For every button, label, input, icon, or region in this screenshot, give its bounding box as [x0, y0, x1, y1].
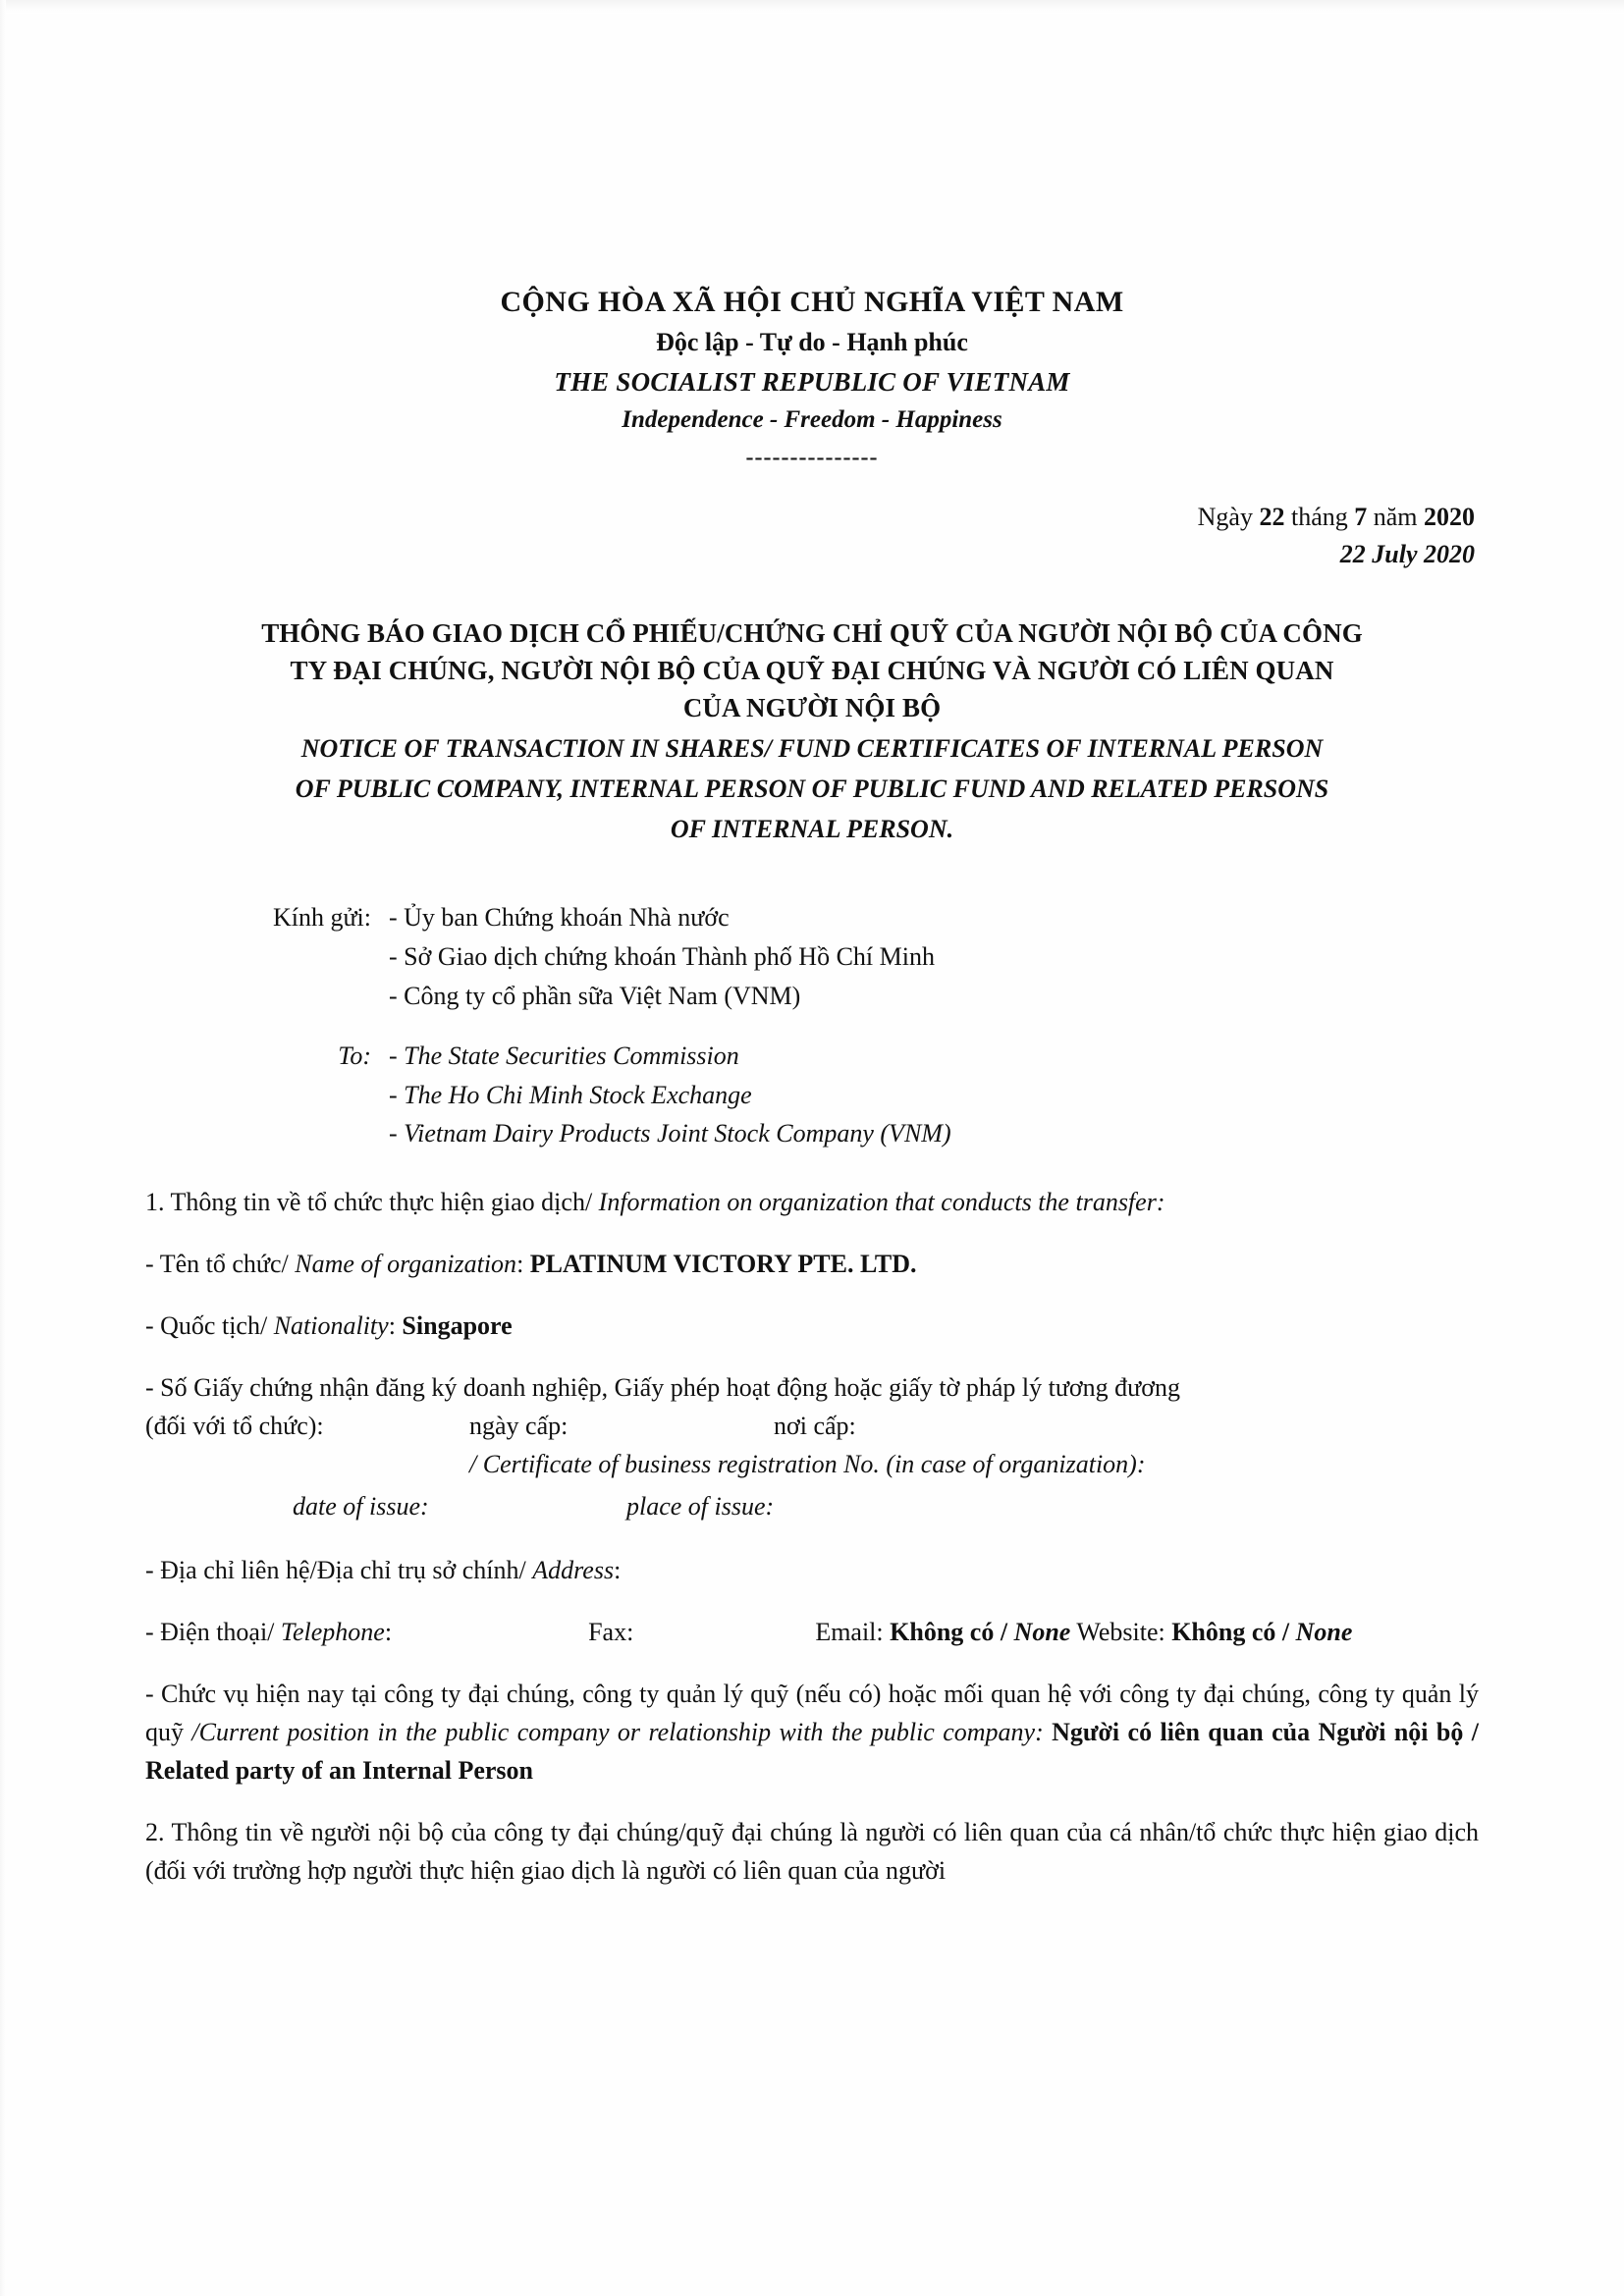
recipient-item-en-3: - Vietnam Dairy Products Joint Stock Company (VNM)	[389, 1119, 951, 1148]
position-line	[145, 1675, 1479, 1789]
recipients-vn-group	[145, 898, 1479, 1015]
national-heading	[145, 283, 1479, 469]
registration-fields-row-vn	[145, 1407, 1479, 1445]
date-mid-thang: tháng	[1284, 503, 1355, 532]
fax-label: Fax:	[588, 1617, 634, 1646]
recipient-row	[145, 1076, 1479, 1115]
document-content	[145, 0, 1479, 1913]
address-line	[145, 1551, 1479, 1589]
registration-fields-row-en	[293, 1487, 1479, 1525]
nationality-label-vn: - Quốc tịch/	[145, 1310, 274, 1340]
date-month: 7	[1354, 503, 1368, 532]
national-motto-en: Independence - Freedom - Happiness	[622, 405, 1002, 433]
contact-line	[145, 1613, 1479, 1651]
nationality-value: Singapore	[402, 1310, 513, 1340]
registration-block	[145, 1368, 1479, 1525]
website-value-separator: /	[1275, 1617, 1296, 1646]
document-title-en-line-2: OF PUBLIC COMPANY, INTERNAL PERSON OF PUBLIC FUND AND RELATED PERSONS	[295, 774, 1329, 803]
email-value-separator: /	[994, 1617, 1014, 1646]
recipient-row	[145, 1114, 1479, 1153]
email-value-vn: Không có	[890, 1617, 995, 1646]
country-name-vn: CỘNG HÒA XÃ HỘI CHỦ NGHĨA VIỆT NAM	[500, 286, 1124, 318]
registration-line-vn: - Số Giấy chứng nhận đăng ký doanh nghiệp, Giấy phép hoạt động hoặc giấy tờ pháp lý tương đương	[145, 1372, 1181, 1402]
recipients-label-en: To:	[338, 1041, 371, 1071]
date-block	[145, 499, 1479, 572]
section-2-heading: 2. Thông tin về người nội bộ của công ty đại chúng/quỹ đại chúng là người có liên quan của cá nhân/tổ chức thực hiện giao dịch (đối với trường hợp người thực hiện giao dịch là người có liên quan của người	[145, 1817, 1479, 1885]
nationality-separator: :	[388, 1310, 403, 1340]
recipient-item-en-2: - The Ho Chi Minh Stock Exchange	[389, 1080, 752, 1109]
telephone-label-en: Telephone	[280, 1617, 385, 1646]
website-value-vn: Không có	[1171, 1617, 1276, 1646]
recipient-row	[145, 977, 1479, 1016]
recipients-block	[145, 898, 1479, 1152]
recipient-item-en-1: - The State Securities Commission	[389, 1041, 739, 1071]
document-title-vn-line-1: THÔNG BÁO GIAO DỊCH CỔ PHIẾU/CHỨNG CHỈ QUỸ CỦA NGƯỜI NỘI BỘ CỦA CÔNG	[261, 617, 1363, 648]
recipient-item-vn-3: - Công ty cổ phần sữa Việt Nam (VNM)	[389, 981, 801, 1010]
position-separator: :	[1035, 1717, 1053, 1746]
recipient-row	[145, 1037, 1479, 1076]
block-spacer	[145, 1525, 1479, 1551]
recipient-item-vn-2: - Sở Giao dịch chứng khoán Thành phố Hồ Chí Minh	[389, 941, 935, 971]
date-line-vn	[145, 499, 1475, 536]
document-title	[145, 614, 1479, 848]
email-label: Email:	[815, 1617, 891, 1646]
recipients-label-vn: Kính gửi:	[272, 903, 371, 933]
section-1-heading-en: Information on organization that conducts the transfer:	[598, 1187, 1165, 1216]
website-label: Website:	[1070, 1617, 1172, 1646]
registration-org-case-label: (đối với tổ chức):	[145, 1411, 324, 1440]
address-separator: :	[614, 1555, 622, 1584]
registration-date-label-vn: ngày cấp:	[469, 1411, 568, 1440]
registration-line-en: / Certificate of business registration No. (in case of organization):	[469, 1449, 1146, 1478]
recipient-row	[145, 937, 1479, 977]
recipient-row	[145, 898, 1479, 937]
document-title-vn-line-3: CỦA NGƯỜI NỘI BỘ	[682, 693, 942, 723]
nationality-label-en: Nationality	[273, 1310, 389, 1340]
date-mid-nam: năm	[1367, 503, 1424, 532]
scan-edge-artifact-left	[0, 0, 6, 2296]
email-value-en: None	[1013, 1617, 1071, 1646]
document-title-en-line-3: OF INTERNAL PERSON.	[670, 814, 954, 843]
recipient-item-vn-1: - Ủy ban Chứng khoán Nhà nước	[389, 903, 730, 933]
date-prefix-vn: Ngày	[1197, 503, 1260, 532]
address-label-en: Address	[532, 1555, 615, 1584]
org-name-line	[145, 1245, 1479, 1283]
section-1-heading-vn: 1. Thông tin về tổ chức thực hiện giao dịch/	[145, 1187, 599, 1216]
telephone-separator: :	[384, 1617, 393, 1646]
national-motto-vn: Độc lập - Tự do - Hạnh phúc	[656, 328, 968, 356]
website-value-en: None	[1295, 1617, 1353, 1646]
date-line-en: 22 July 2020	[1339, 540, 1475, 569]
recipients-en-group	[145, 1037, 1479, 1153]
org-name-separator: :	[516, 1249, 530, 1278]
date-day: 22	[1259, 503, 1285, 532]
position-label-vn: - Chức vụ hiện nay tại công ty đại chúng, công ty quản lý quỹ (nếu có) hoặc mối quan hệ với công ty đại chúng, công ty quản lý quỹ	[145, 1679, 1479, 1746]
position-label-en: /Current position in the public company or relationship with the public company	[191, 1717, 1036, 1746]
heading-separator-rule: ---------------	[745, 445, 879, 471]
position-value: Người có liên quan của Người nội bộ / Related party of an Internal Person	[145, 1717, 1479, 1785]
registration-place-label-en: place of issue:	[626, 1491, 775, 1521]
org-name-label-en: Name of organization	[295, 1249, 517, 1278]
registration-place-label-vn: nơi cấp:	[774, 1411, 856, 1440]
address-label-vn: - Địa chỉ liên hệ/Địa chỉ trụ sở chính/	[145, 1555, 533, 1584]
org-name-value: PLATINUM VICTORY PTE. LTD.	[529, 1249, 917, 1278]
registration-date-label-en: date of issue:	[293, 1491, 429, 1521]
telephone-label-vn: - Điện thoại/	[145, 1617, 281, 1646]
org-name-label-vn: - Tên tổ chức/	[145, 1249, 296, 1278]
document-title-en-line-1: NOTICE OF TRANSACTION IN SHARES/ FUND CERTIFICATES OF INTERNAL PERSON	[300, 733, 1324, 763]
section-1-heading	[145, 1183, 1479, 1221]
document-title-vn-line-2: TY ĐẠI CHÚNG, NGƯỜI NỘI BỘ CỦA QUỸ ĐẠI CHÚNG VÀ NGƯỜI CÓ LIÊN QUAN	[290, 656, 1334, 686]
date-year: 2020	[1424, 503, 1475, 532]
country-name-en: THE SOCIALIST REPUBLIC OF VIETNAM	[554, 366, 1070, 397]
document-body	[145, 1183, 1479, 1890]
nationality-line	[145, 1307, 1479, 1345]
